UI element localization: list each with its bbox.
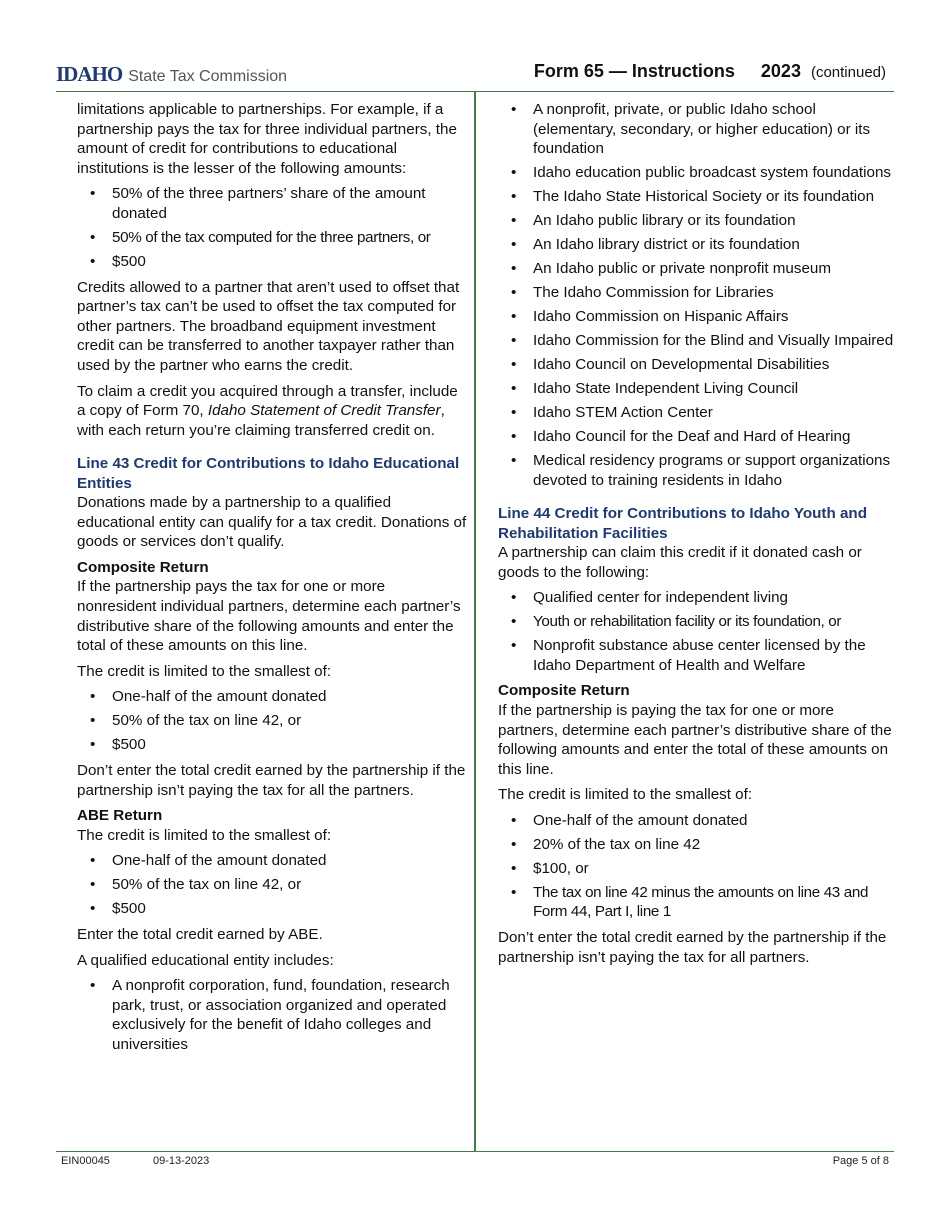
intro-bullet-list	[77, 184, 467, 271]
list-item: • One-half of the amount donated	[498, 811, 898, 831]
continued-label: (continued)	[810, 64, 886, 81]
list-item: • Idaho Commission on Hispanic Affairs	[498, 307, 898, 327]
list-item: • Idaho State Independent Living Council	[498, 379, 898, 399]
list-item: • Idaho education public broadcast system foundations	[498, 163, 898, 183]
list-item: • The Idaho State Historical Society or its foundation	[498, 187, 898, 207]
page-footer	[56, 1151, 894, 1167]
composite-return-heading: Composite Return	[498, 682, 630, 700]
list-item: • A nonprofit, private, or public Idaho school (elementary, secondary, or higher education) or its foundation	[498, 100, 898, 159]
list-item: • Idaho Commission for the Blind and Visually Impaired	[498, 331, 898, 351]
list-item: • 50% of the tax on line 42, or	[77, 711, 467, 731]
column-divider	[474, 92, 476, 1152]
list-item: • $500	[77, 252, 467, 272]
abe-return-heading: ABE Return	[77, 807, 163, 825]
list-item: • An Idaho public library or its foundation	[498, 211, 898, 231]
composite-paragraph: If the partnership pays the tax for one or more nonresident individual partners, determine each partner’s distributive share of the following amounts and enter the total of these amounts on this line.	[77, 578, 461, 655]
composite-note: Don’t enter the total credit earned by the partnership if the partnership isn’t paying the tax for all the partners.	[77, 762, 466, 799]
list-item: • Nonprofit substance abuse center licensed by the Idaho Department of Health and Welfare	[498, 636, 898, 675]
list-item: • One-half of the amount donated	[77, 687, 467, 707]
list-item: • The tax on line 42 minus the amounts on line 43 and Form 44, Part I, line 1	[498, 883, 898, 922]
agency-logo	[56, 62, 287, 87]
list-item: • Medical residency programs or support organizations devoted to training residents in Idaho	[498, 451, 898, 490]
composite-note: Don’t enter the total credit earned by the partnership if the partnership isn’t paying the tax for all partners.	[498, 929, 887, 966]
list-item: • 20% of the tax on line 42	[498, 835, 898, 855]
list-item: • Youth or rehabilitation facility or its foundation, or	[498, 612, 898, 632]
list-item: • 50% of the three partners’ share of the amount donated	[77, 184, 467, 223]
composite-paragraph: If the partnership is paying the tax for one or more partners, determine each partner’s distributive share of the following amounts and enter the total of these amounts on this line.	[498, 701, 892, 778]
page-number: Page 5 of 8	[832, 1155, 889, 1167]
claim-text-2: , with each return you’re claiming transferred credit on.	[77, 402, 445, 439]
list-item: • $500	[77, 735, 467, 755]
list-item: • $100, or	[498, 859, 898, 879]
list-item: • One-half of the amount donated	[77, 851, 467, 871]
abe-bullet-list	[77, 851, 467, 919]
qualified-bullet-list-right	[498, 100, 898, 490]
composite-bullet-list	[77, 687, 467, 755]
page-header	[56, 58, 894, 92]
form-year: 2023	[760, 61, 801, 81]
claim-text-1: To claim a credit you acquired through a transfer, include a copy of Form 70,	[77, 382, 458, 420]
composite-limit-text: The credit is limited to the smallest of:	[77, 662, 332, 680]
list-item: • 50% of the tax computed for the three partners, or	[77, 228, 467, 248]
line44-bullet-list	[498, 588, 898, 675]
list-item: • 50% of the tax on line 42, or	[77, 875, 467, 895]
claim-transfer-paragraph	[77, 382, 467, 441]
list-item: • Idaho Council for the Deaf and Hard of Hearing	[498, 427, 898, 447]
line44-heading: Line 44 Credit for Contributions to Idaho Youth and Rehabilitation Facilities	[498, 505, 867, 542]
list-item: • $500	[77, 899, 467, 919]
abe-limit-text: The credit is limited to the smallest of:	[77, 826, 332, 844]
list-item: • Idaho Council on Developmental Disabilities	[498, 355, 898, 375]
form-title-text: Form 65 — Instructions	[533, 61, 735, 81]
intro-paragraph: limitations applicable to partnerships. For example, if a partnership pays the tax for three individual partners, the amount of credit for contributions to educational institutions is the lesser of the following amounts:	[77, 101, 457, 177]
right-column	[498, 100, 898, 973]
list-item: • Idaho STEM Action Center	[498, 403, 898, 423]
list-item: • Qualified center for independent living	[498, 588, 898, 608]
list-item: • An Idaho library district or its foundation	[498, 235, 898, 255]
logo-agency-name: State Tax Commission	[128, 68, 288, 85]
left-column	[77, 100, 467, 1061]
list-item: • The Idaho Commission for Libraries	[498, 283, 898, 303]
logo-idaho-wordmark: IDAHO	[56, 62, 123, 86]
credits-paragraph: Credits allowed to a partner that aren’t used to offset that partner’s tax can’t be used to offset the tax computed for other partners. The broadband equipment investment credit can be transferred to another taxpayer rather than used by the partner who earns the credit.	[77, 278, 460, 374]
line44-paragraph: A partnership can claim this credit if it donated cash or goods to the following:	[498, 543, 862, 581]
qualified-bullet-list-left	[77, 976, 467, 1054]
form-code: EIN00045	[61, 1155, 110, 1167]
composite-limit-text: The credit is limited to the smallest of:	[498, 786, 753, 804]
line43-paragraph: Donations made by a partnership to a qualified educational entity can qualify for a tax credit. Donations of goods or services don’t qualify.	[77, 494, 467, 551]
composite-bullet-list	[498, 811, 898, 922]
form70-title: Idaho Statement of Credit Transfer	[207, 402, 441, 420]
revision-date: 09-13-2023	[153, 1155, 210, 1167]
composite-return-heading: Composite Return	[77, 558, 209, 576]
abe-enter-text: Enter the total credit earned by ABE.	[77, 925, 323, 943]
list-item: • An Idaho public or private nonprofit museum	[498, 259, 898, 279]
line43-heading: Line 43 Credit for Contributions to Idaho Educational Entities	[77, 455, 460, 492]
list-item: • A nonprofit corporation, fund, foundation, research park, trust, or association organized and operated exclusively for the benefit of Idaho colleges and universities	[77, 976, 467, 1054]
form-title	[534, 61, 886, 82]
qualified-intro: A qualified educational entity includes:	[77, 951, 334, 969]
